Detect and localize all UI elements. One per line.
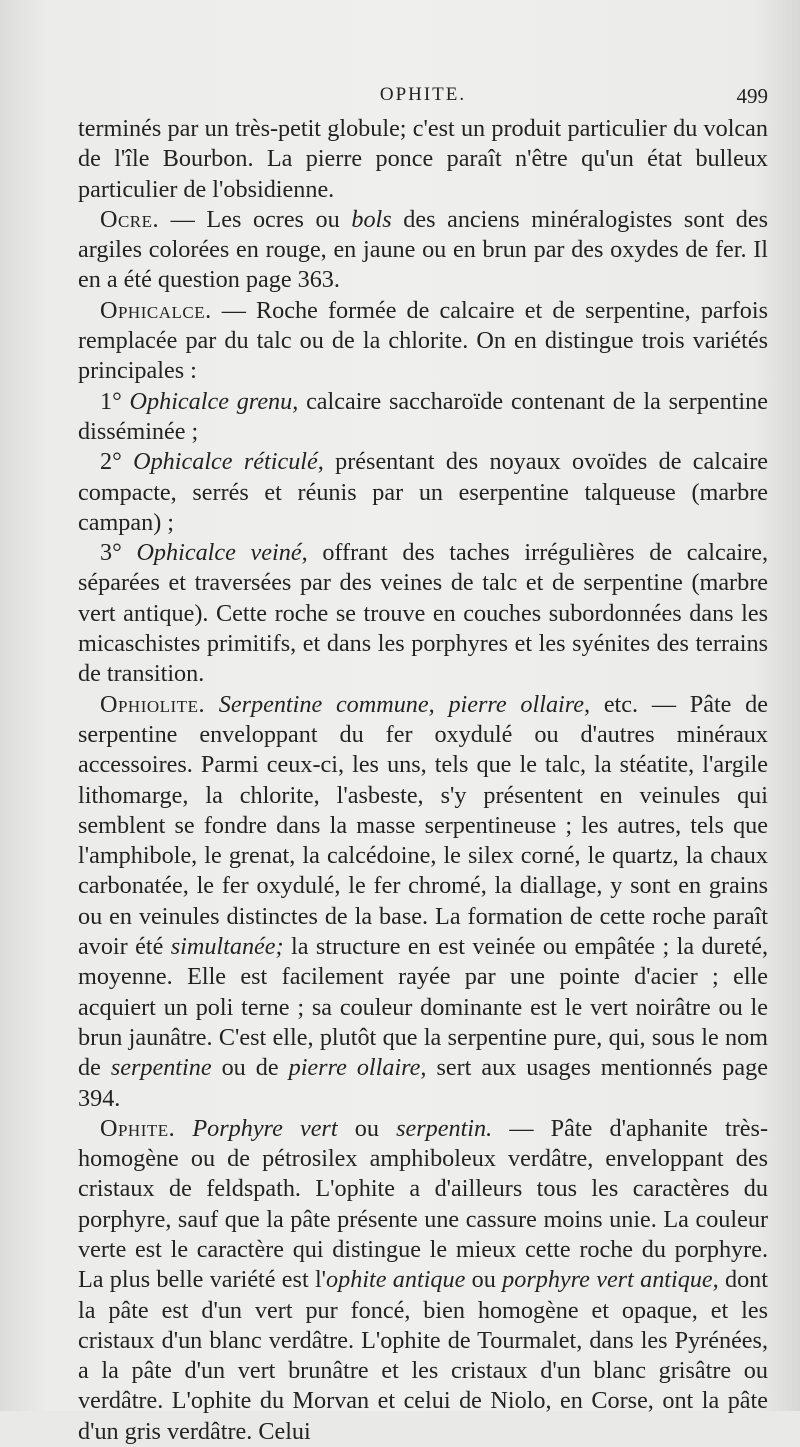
entry-italic: pierre ollaire, <box>288 1054 427 1082</box>
entry-term: Ophicalce. <box>100 296 212 324</box>
running-head: OPHITE. <box>379 84 467 105</box>
variety-2 <box>78 447 768 538</box>
variety-number: 3° <box>100 539 137 567</box>
paragraph-continuation: terminés par un très-petit globule; c'est un produit particulier du volcan de l'île Bourbon. La pierre ponce paraît n'être qu'un état bulleux particulier de l'obsidienne. <box>78 115 768 203</box>
entry-italic: Porphyre vert <box>175 1114 338 1142</box>
variety-1 <box>78 387 768 448</box>
entry-ophite <box>78 1114 768 1447</box>
entry-term: Ocre. <box>100 205 160 233</box>
entry-italic: Serpentine commune, pierre ollaire, <box>205 690 591 718</box>
variety-text: calcaire saccharoïde contenant de la serpentine disséminée ; <box>78 387 768 445</box>
entry-text: — Roche formée de calcaire et de serpentine, parfois remplacée par du talc ou de la chlorite. On en distingue trois variétés principales : <box>78 296 768 385</box>
page-body <box>78 114 768 1447</box>
entry-italic: simultanée; <box>170 933 284 961</box>
entry-text: — Les ocres ou <box>159 205 352 233</box>
variety-name: Ophicalce grenu, <box>129 387 299 415</box>
variety-number: 1° <box>100 387 130 415</box>
entry-text: des anciens minéralogistes sont des argiles colorées en rouge, en jaune ou en brun par des oxydes de fer. Il en a été question page 363. <box>78 205 768 294</box>
variety-text: présentant des noyaux ovoïdes de calcaire compacte, serrés et réunis par un eserpentine talqueuse (marbre campan) ; <box>78 448 768 536</box>
entry-text: ou <box>465 1266 503 1294</box>
entry-text: ou de <box>211 1054 289 1082</box>
entry-italic: serpentin. <box>396 1114 493 1142</box>
entry-text: la structure en est veinée ou empâtée ; la dureté, moyenne. Elle est facilement rayée par une pointe d'acier ; elle acquiert un poli terne ; sa couleur dominante est le vert noirâtre ou le brun jaunâtre. C'est elle, plutôt que la serpentine pure, qui, sous le nom de <box>78 933 768 1082</box>
entry-term: Ophite. <box>100 1114 176 1142</box>
variety-text: offrant des taches irrégulières de calcaire, séparées et traversées par des veines de talc et de serpentine (marbre vert antique). Cette roche se trouve en couches subordonnées dans les micaschistes primitifs, et dans les porphyres et les syénites des terrains de transition. <box>78 539 768 688</box>
entry-ocre <box>78 205 768 296</box>
entry-italic: porphyre vert antique, <box>502 1266 719 1294</box>
entry-ophicalce <box>78 296 768 387</box>
page-header <box>78 84 768 114</box>
variety-name: Ophicalce réticulé, <box>133 448 324 476</box>
entry-italic: serpentine <box>110 1054 212 1082</box>
entry-term: Ophiolite. <box>100 690 205 718</box>
entry-text: sert aux usages mentionnés page 394. <box>78 1054 768 1112</box>
variety-name: Ophicalce veiné, <box>136 539 308 567</box>
entry-italic: ophite antique <box>326 1266 466 1294</box>
variety-3 <box>78 538 768 689</box>
entry-text: ou <box>337 1114 397 1142</box>
entry-italic: bols <box>351 205 392 233</box>
entry-text: — Pâte d'aphanite très-homogène ou de pétrosilex amphiboleux verdâtre, enveloppant des cristaux de feldspath. L'ophite a d'ailleurs tous les caractères du porphyre, sauf que la pâte présente une cassure moins unie. La couleur verte est le caractère qui distingue le mieux cette roche du porphyre. La plus belle variété est l' <box>78 1114 769 1294</box>
entry-text: dont la pâte est d'un vert pur foncé, bien homogène et opaque, et les cristaux d'un blanc verdâtre. L'ophite de Tourmalet, dans les Pyrénées, a la pâte d'un vert brunâtre et les cristaux d'un blanc grisâtre ou verdâtre. L'ophite du Morvan et celui de Niolo, en Corse, ont la pâte d'un gris verdâtre. Celui <box>78 1266 768 1445</box>
page-number: 499 <box>736 84 768 108</box>
entry-text: etc. — Pâte de serpentine enveloppant du fer oxydulé ou d'autres minéraux accessoires. Parmi ceux-ci, les uns, tels que le talc, la stéatite, l'argile lithomarge, la chlorite, l'asbeste, s'y présentent en veinules qui semblent se fondre dans la masse serpentineuse ; les autres, tels que l'amphibole, le grenat, la calcédoine, le silex corné, le quartz, la chaux carbonatée, le fer oxydulé, le fer chromé, la diallage, y sont en grains ou en veinules distinctes de la base. La formation de cette roche paraît avoir été <box>78 690 768 961</box>
entry-ophiolite <box>78 690 768 1114</box>
variety-number: 2° <box>100 448 134 476</box>
